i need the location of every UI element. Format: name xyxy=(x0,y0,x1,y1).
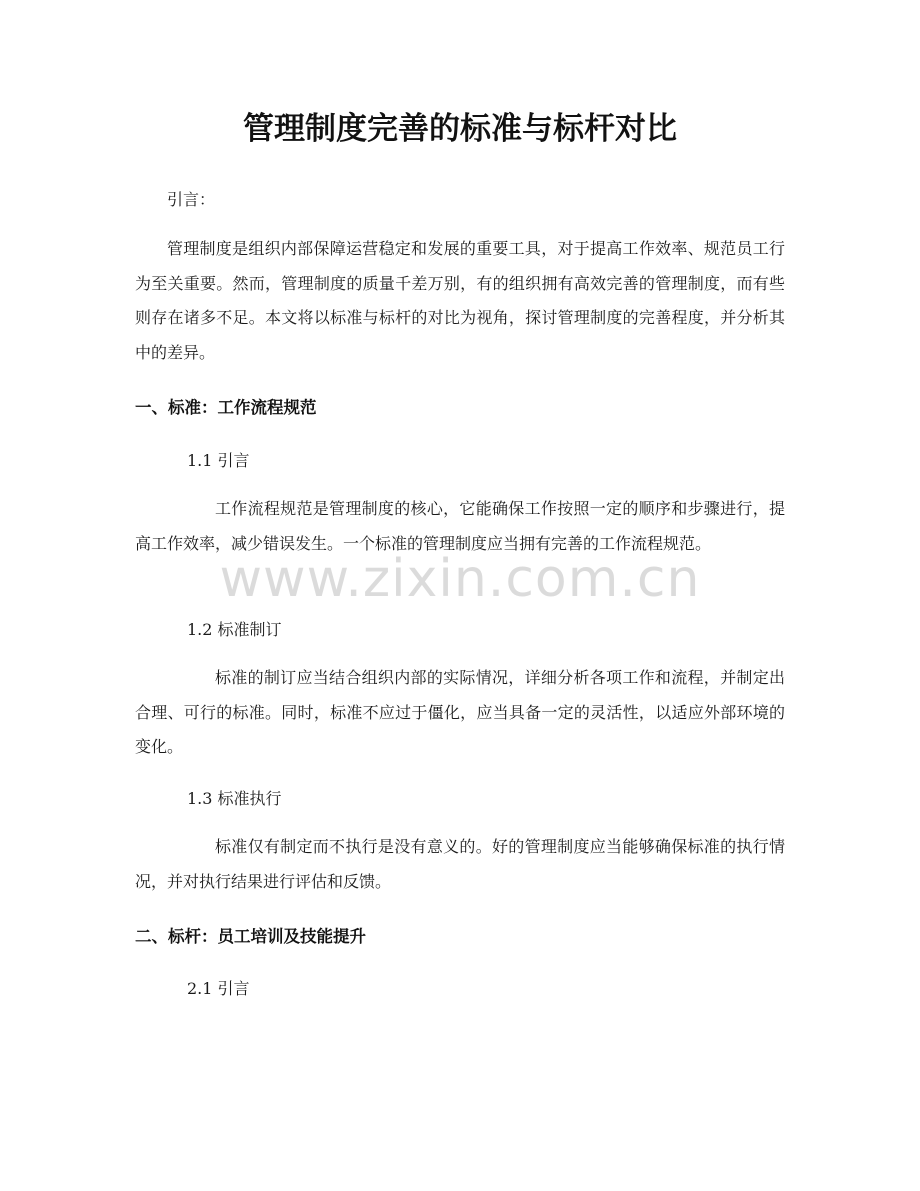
subsection-1-2-label: 1.2 标准制订 xyxy=(187,620,282,639)
watermark: www.zixin.com.cn xyxy=(219,549,701,609)
subsection-1-1-label: 1.1 引言 xyxy=(187,451,250,470)
subsection-1-3-label: 1.3 标准执行 xyxy=(187,789,282,808)
intro-label: 引言： xyxy=(167,190,216,209)
document-title: 管理制度完善的标准与标杆对比 xyxy=(243,111,677,147)
subsection-2-1-label: 2.1 引言 xyxy=(187,979,250,998)
intro-paragraph: 管理制度是组织内部保障运营稳定和发展的重要工具，对于提高工作效率、规范员工行为至关重要。然而，管理制度的质量千差万别，有的组织拥有高效完善的管理制度，而有些则存在诸多不足。本文将以标准与标杆的对比为视角，探讨管理制度的完善程度，并分析其中的差异。 xyxy=(135,239,785,362)
section-1-heading: 一、标准：工作流程规范 xyxy=(135,398,317,417)
subsection-1-3-paragraph: 标准仅有制定而不执行是没有意义的。好的管理制度应当能够确保标准的执行情况，并对执行结果进行评估和反馈。 xyxy=(135,837,785,891)
subsection-1-1-paragraph: 工作流程规范是管理制度的核心，它能确保工作按照一定的顺序和步骤进行，提高工作效率，减少错误发生。一个标准的管理制度应当拥有完善的工作流程规范。 xyxy=(135,499,785,553)
subsection-1-2-paragraph: 标准的制订应当结合组织内部的实际情况，详细分析各项工作和流程，并制定出合理、可行的标准。同时，标准不应过于僵化，应当具备一定的灵活性，以适应外部环境的变化。 xyxy=(135,668,785,756)
section-2-heading: 二、标杆：员工培训及技能提升 xyxy=(135,927,366,946)
